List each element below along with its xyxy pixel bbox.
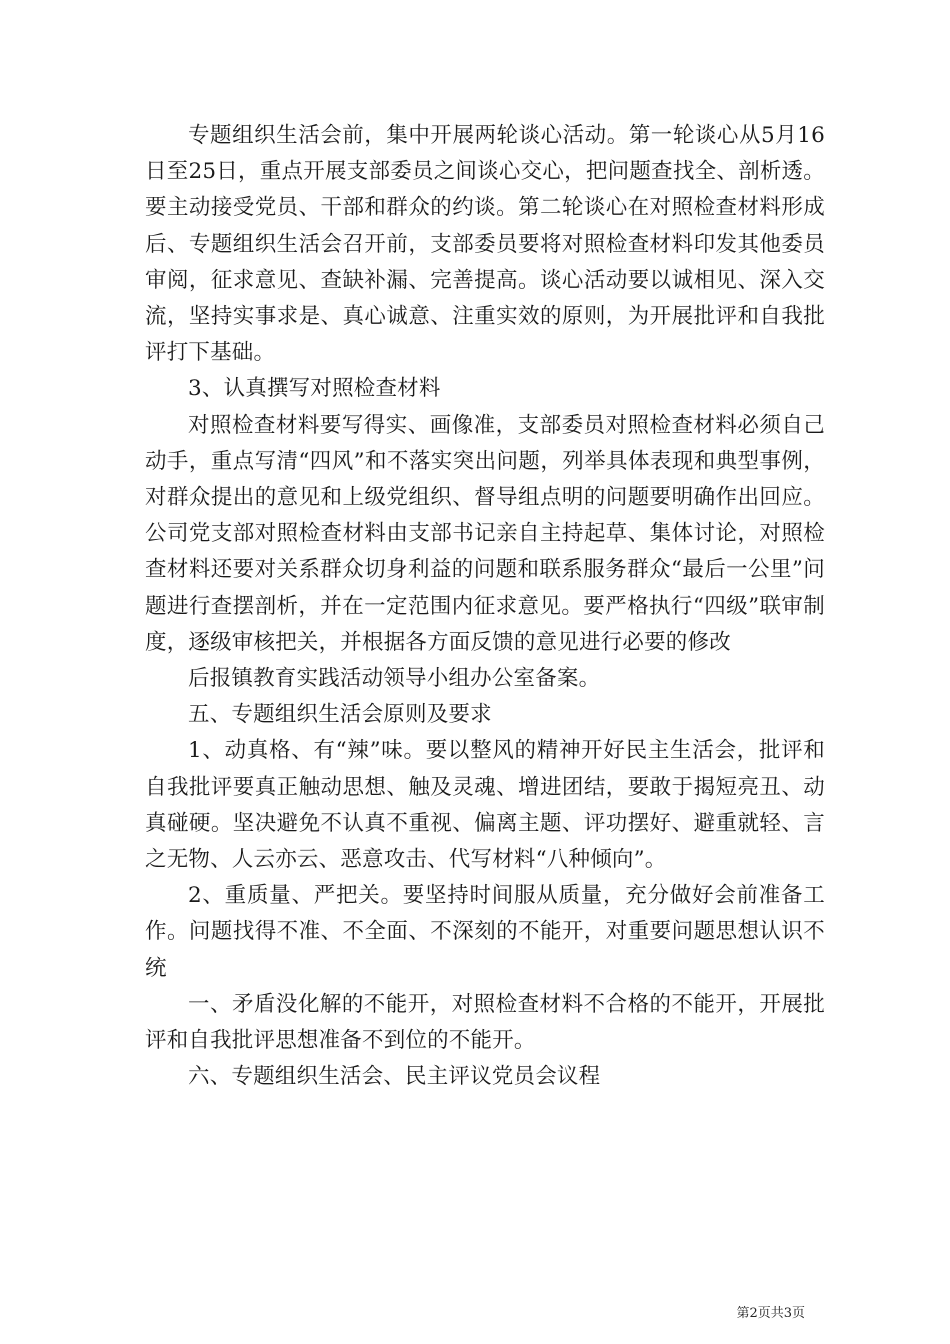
heading-section-six: 六、专题组织生活会、民主评议党员会议程	[188, 1064, 601, 1090]
paragraph-requirement-two: 2、重质量、严把关。要坚持时间服从质量，充分做好会前准备工作。问题找得不准、不全面、不深刻的不能开，对重要问题思想认识不统	[145, 883, 825, 981]
heading-section-five: 五、专题组织生活会原则及要求	[188, 702, 492, 728]
page-number: 第2页共3页	[736, 1306, 805, 1321]
heading-write-check-materials: 3、认真撰写对照检查材料	[188, 376, 441, 402]
paragraph-requirement-one: 1、动真格、有“辣”味。要以整风的精神开好民主生活会，批评和自我批评要真正触动思想、触及灵魂、增进团结，要敢于揭短亮丑、动真碰硬。坚决避免不认真不重视、偏离主题、评功摆好、避重就轻、言之无物、人云亦云、恶意攻击、代写材料“八种倾向”。	[145, 738, 825, 873]
paragraph-check-materials: 对照检查材料要写得实、画像准，支部委员对照检查材料必须自己动手，重点写清“四风”和不落实突出问题，列举具体表现和典型事例，对群众提出的意见和上级党组织、督导组点明的问题要明确作出回应。公司党支部对照检查材料由支部书记亲自主持起草、集体讨论，对照检查材料还要对关系群众切身利益的问题和联系服务群众“最后一公里”问题进行查摆剖析，并在一定范围内征求意见。要严格执行“四级”联审制度，逐级审核把关，并根据各方面反馈的意见进行必要的修改	[145, 412, 825, 655]
document-body	[145, 118, 825, 1095]
paragraph-talk-activities: 专题组织生活会前，集中开展两轮谈心活动。第一轮谈心从5月16日至25日，重点开展支部委员之间谈心交心，把问题查找全、剖析透。要主动接受党员、干部和群众的约谈。第二轮谈心在对照检查材料形成后、专题组织生活会召开前，支部委员要将对照检查材料印发其他委员审阅，征求意见、查缺补漏、完善提高。谈心活动要以诚相见、深入交流，坚持实事求是、真心诚意、注重实效的原则，为开展批评和自我批评打下基础。	[145, 123, 825, 366]
paragraph-filing: 后报镇教育实践活动领导小组办公室备案。	[188, 666, 601, 692]
paragraph-requirement-two-cont: 一、矛盾没化解的不能开，对照检查材料不合格的不能开，开展批评和自我批评思想准备不到位的不能开。	[145, 991, 825, 1054]
